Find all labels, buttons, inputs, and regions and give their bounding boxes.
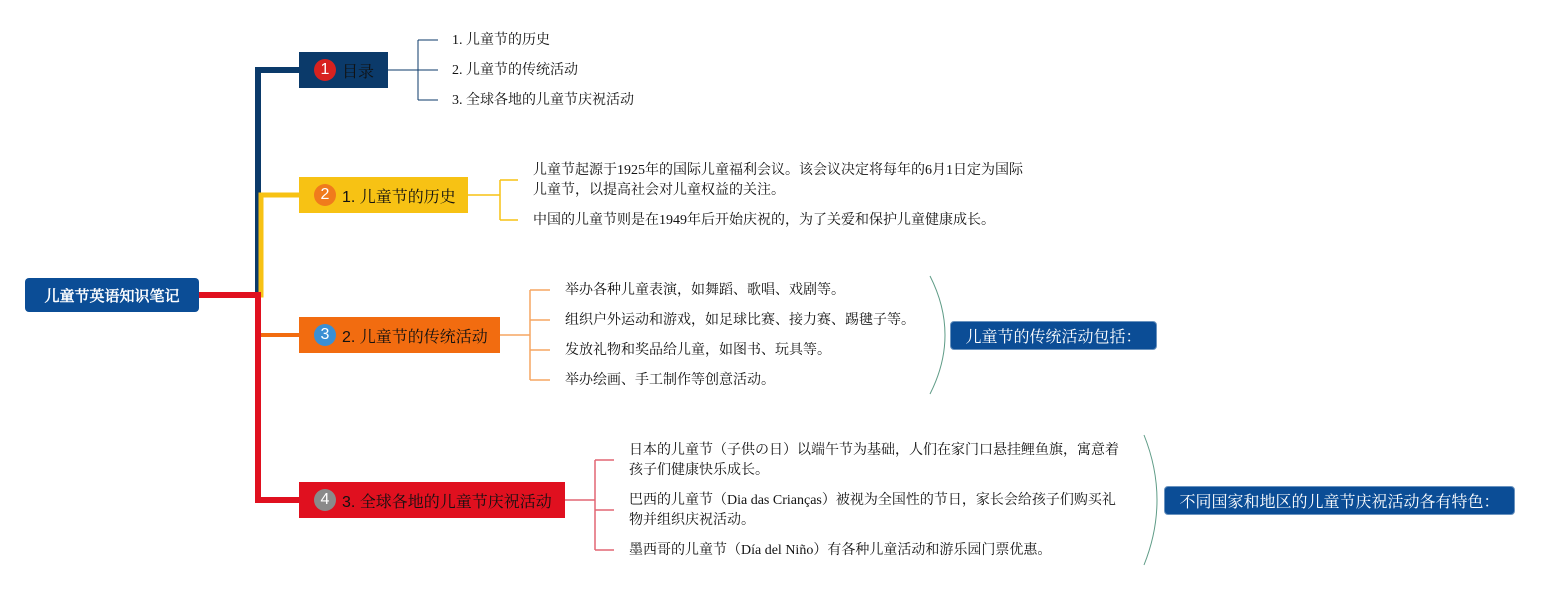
branch-toc[interactable] bbox=[299, 52, 388, 88]
history-item-2[interactable]: 中国的儿童节则是在1949年后开始庆祝的，为了关爱和保护儿童健康成长。 bbox=[533, 213, 995, 228]
link-history-leaves bbox=[468, 180, 518, 220]
link-root-history bbox=[199, 195, 299, 295]
link-root-traditions bbox=[199, 295, 299, 335]
traditions-item-4[interactable]: 举办绘画、手工制作等创意活动。 bbox=[565, 373, 775, 388]
link-root-global bbox=[199, 295, 299, 500]
summary-brace-traditions bbox=[930, 276, 945, 394]
summary-brace-global bbox=[1144, 435, 1157, 565]
toc-item-3[interactable]: 3. 全球各地的儿童节庆祝活动 bbox=[452, 93, 634, 108]
branch-traditions[interactable] bbox=[299, 317, 500, 353]
global-summary[interactable]: 不同国家和地区的儿童节庆祝活动各有特色： bbox=[1164, 486, 1515, 515]
global-item-1[interactable]: 日本的儿童节（子供の日）以端午节为基础，人们在家门口悬挂鲤鱼旗，寓意着 孩子们健康快乐成长。 bbox=[629, 443, 1119, 478]
branch-history[interactable] bbox=[299, 177, 468, 213]
root-topic-label: 儿童节英语知识笔记 bbox=[44, 287, 180, 305]
traditions-item-1[interactable]: 举办各种儿童表演，如舞蹈、歌唱、戏剧等。 bbox=[565, 283, 845, 298]
global-item-3[interactable]: 墨西哥的儿童节（Día del Niño）有各种儿童活动和游乐园门票优惠。 bbox=[629, 543, 1052, 558]
branch-global[interactable] bbox=[299, 482, 565, 518]
badge-3: 3 bbox=[314, 324, 336, 346]
toc-item-1[interactable]: 1. 儿童节的历史 bbox=[452, 33, 550, 48]
branch-traditions-label: 2. 儿童节的传统活动 bbox=[342, 328, 488, 346]
traditions-summary[interactable]: 儿童节的传统活动包括： bbox=[950, 321, 1157, 350]
traditions-item-2[interactable]: 组织户外运动和游戏，如足球比赛、接力赛、踢毽子等。 bbox=[565, 313, 915, 328]
link-toc-leaves bbox=[388, 40, 438, 100]
link-global-leaves bbox=[565, 460, 614, 550]
traditions-item-3[interactable]: 发放礼物和奖品给儿童，如图书、玩具等。 bbox=[565, 343, 831, 358]
root-topic[interactable] bbox=[25, 278, 199, 312]
link-root-toc bbox=[199, 70, 299, 295]
badge-2: 2 bbox=[314, 184, 336, 206]
link-traditions-leaves bbox=[500, 290, 550, 380]
badge-4: 4 bbox=[314, 489, 336, 511]
branch-toc-label: 目录 bbox=[342, 63, 375, 81]
global-item-2[interactable]: 巴西的儿童节（Dia das Crianças）被视为全国性的节日，家长会给孩子们购买礼 物并组织庆祝活动。 bbox=[629, 493, 1116, 528]
branch-global-label: 3. 全球各地的儿童节庆祝活动 bbox=[342, 493, 552, 511]
badge-1: 1 bbox=[314, 59, 336, 81]
toc-item-2[interactable]: 2. 儿童节的传统活动 bbox=[452, 63, 578, 78]
branch-history-label: 1. 儿童节的历史 bbox=[342, 188, 456, 206]
history-item-1[interactable]: 儿童节起源于1925年的国际儿童福利会议。该会议决定将每年的6月1日定为国际 儿童节，以提高社会对儿童权益的关注。 bbox=[533, 163, 1023, 198]
